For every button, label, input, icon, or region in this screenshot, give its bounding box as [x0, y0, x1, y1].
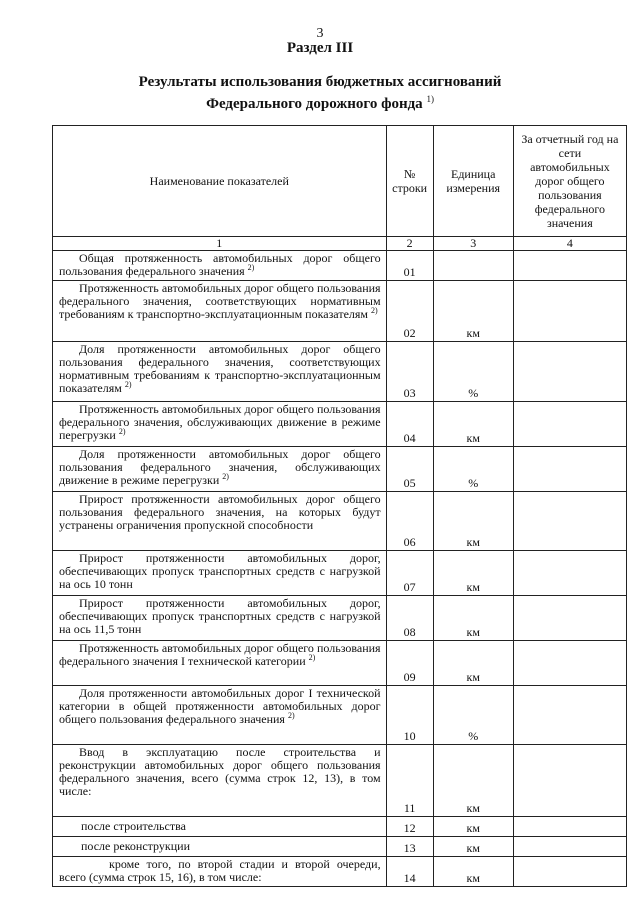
header-period: За отчетный год на сети автомобильных дорог общего пользования федерального значения	[513, 126, 626, 237]
header-name: Наименование показателей	[53, 126, 387, 237]
value-cell	[513, 402, 626, 447]
row-number: 02	[386, 281, 433, 342]
unit-cell: км	[433, 281, 513, 342]
indicator-name	[53, 686, 387, 745]
section-heading: Раздел III	[286, 40, 354, 56]
row-number: 03	[386, 342, 433, 402]
indicator-name	[53, 342, 387, 402]
footnote-marker: 2)	[371, 306, 378, 315]
indicator-text: Протяженность автомобильных дорог общего пользования федерального значения, обслуживающих движение в режиме перегрузки	[59, 402, 381, 442]
unit-cell: %	[433, 342, 513, 402]
indicator-text: Протяженность автомобильных дорог общего пользования федерального значения, соответствующих нормативным требованиям к транспортно-эксплуатационным показателям	[59, 281, 381, 321]
column-number: 4	[513, 237, 626, 251]
unit-cell: км	[433, 596, 513, 641]
value-cell	[513, 251, 626, 281]
table-row	[53, 596, 627, 641]
row-number: 05	[386, 447, 433, 492]
value-cell	[513, 686, 626, 745]
row-number: 07	[386, 551, 433, 596]
row-number: 01	[386, 251, 433, 281]
table-row	[53, 492, 627, 551]
table-row	[53, 745, 627, 817]
unit-cell: км	[433, 745, 513, 817]
row-number: 09	[386, 641, 433, 686]
indicator-name	[53, 817, 387, 837]
table-row	[53, 447, 627, 492]
indicator-text: Протяженность автомобильных дорог общего пользования федерального значения I технической категории	[59, 641, 381, 668]
footnote-marker: 2)	[247, 263, 255, 272]
value-cell	[513, 492, 626, 551]
value-cell	[513, 745, 626, 817]
indicator-text: Прирост протяженности автомобильных дорог, обеспечивающих пропуск транспортных средств с нагрузкой на ось 10 тонн	[59, 551, 381, 591]
title-footnote-marker: 1)	[426, 94, 434, 104]
indicator-text: Прирост протяженности автомобильных дорог, обеспечивающих пропуск транспортных средств с нагрузкой на ось 11,5 тонн	[59, 596, 381, 636]
row-number: 06	[386, 492, 433, 551]
row-number: 04	[386, 402, 433, 447]
table-row	[53, 342, 627, 402]
value-cell	[513, 281, 626, 342]
results-table	[52, 125, 627, 887]
indicator-name	[53, 402, 387, 447]
row-number: 10	[386, 686, 433, 745]
indicator-text: Ввод в эксплуатацию после строительства и реконструкции автомобильных дорог общего пользования федерального значения, всего (сумма строк 12, 13), в том числе:	[59, 745, 381, 798]
header-row-number: № строки	[386, 126, 433, 237]
footnote-marker: 2)	[287, 711, 295, 720]
value-cell	[513, 596, 626, 641]
header-unit: Единица измерения	[433, 126, 513, 237]
value-cell	[513, 641, 626, 686]
table-row	[53, 837, 627, 857]
indicator-text: Общая протяженность автомобильных дорог общего пользования федерального значения	[59, 251, 381, 278]
footnote-marker: 2)	[118, 427, 126, 436]
row-number: 13	[386, 837, 433, 857]
indicator-text: после строительства	[81, 819, 186, 833]
table-row	[53, 641, 627, 686]
indicator-text: кроме того, по второй стадии и второй очереди, всего (сумма строк 15, 16), в том числе:	[59, 857, 381, 884]
column-number: 3	[433, 237, 513, 251]
footnote-marker: 2)	[124, 380, 132, 389]
unit-cell: км	[433, 492, 513, 551]
column-number: 2	[386, 237, 433, 251]
column-number: 1	[53, 237, 387, 251]
row-number: 08	[386, 596, 433, 641]
footnote-marker: 2)	[222, 472, 229, 481]
unit-cell: км	[433, 551, 513, 596]
indicator-text: Доля протяженности автомобильных дорог общего пользования федерального значения, соответствующих нормативным требованиям к транспортно-эксплуатационным показателям	[59, 342, 381, 395]
indicator-text: Прирост протяженности автомобильных дорог общего пользования федерального значения, на которых будут устранены ограничения пропускной способности	[59, 492, 381, 532]
row-number: 14	[386, 857, 433, 887]
page-number: 3	[316, 26, 324, 41]
indicator-name	[53, 857, 387, 887]
indicator-name	[53, 251, 387, 281]
table-row	[53, 281, 627, 342]
indicator-name	[53, 281, 387, 342]
table-row	[53, 857, 627, 887]
unit-cell: %	[433, 686, 513, 745]
table-row	[53, 686, 627, 745]
unit-cell: км	[433, 641, 513, 686]
header-row	[53, 126, 627, 237]
value-cell	[513, 342, 626, 402]
indicator-name	[53, 745, 387, 817]
indicator-name	[53, 837, 387, 857]
unit-cell: км	[433, 402, 513, 447]
document-title	[0, 74, 640, 113]
indicator-text: после реконструкции	[81, 839, 190, 853]
table-row	[53, 817, 627, 837]
indicator-name	[53, 641, 387, 686]
value-cell	[513, 837, 626, 857]
indicator-name	[53, 551, 387, 596]
value-cell	[513, 857, 626, 887]
unit-cell: %	[433, 447, 513, 492]
unit-cell	[433, 251, 513, 281]
table-row	[53, 551, 627, 596]
indicator-name	[53, 447, 387, 492]
table-row	[53, 251, 627, 281]
title-line-2: Федерального дорожного фонда	[206, 96, 423, 112]
value-cell	[513, 447, 626, 492]
column-numbers-row	[53, 237, 627, 251]
row-number: 12	[386, 817, 433, 837]
indicator-text: Доля протяженности автомобильных дорог I технической категории в общей протяженности автомобильных дорог общего пользования федерального значения	[59, 686, 381, 726]
footnote-marker: 2)	[308, 653, 316, 662]
unit-cell: км	[433, 817, 513, 837]
unit-cell: км	[433, 857, 513, 887]
value-cell	[513, 551, 626, 596]
row-number: 11	[386, 745, 433, 817]
value-cell	[513, 817, 626, 837]
unit-cell: км	[433, 837, 513, 857]
title-line-1: Результаты использования бюджетных ассигнований	[138, 74, 502, 90]
indicator-name	[53, 492, 387, 551]
indicator-name	[53, 596, 387, 641]
indicator-text: Доля протяженности автомобильных дорог общего пользования федерального значения, обслуживающих движение в режиме перегрузки	[59, 447, 381, 487]
table-row	[53, 402, 627, 447]
